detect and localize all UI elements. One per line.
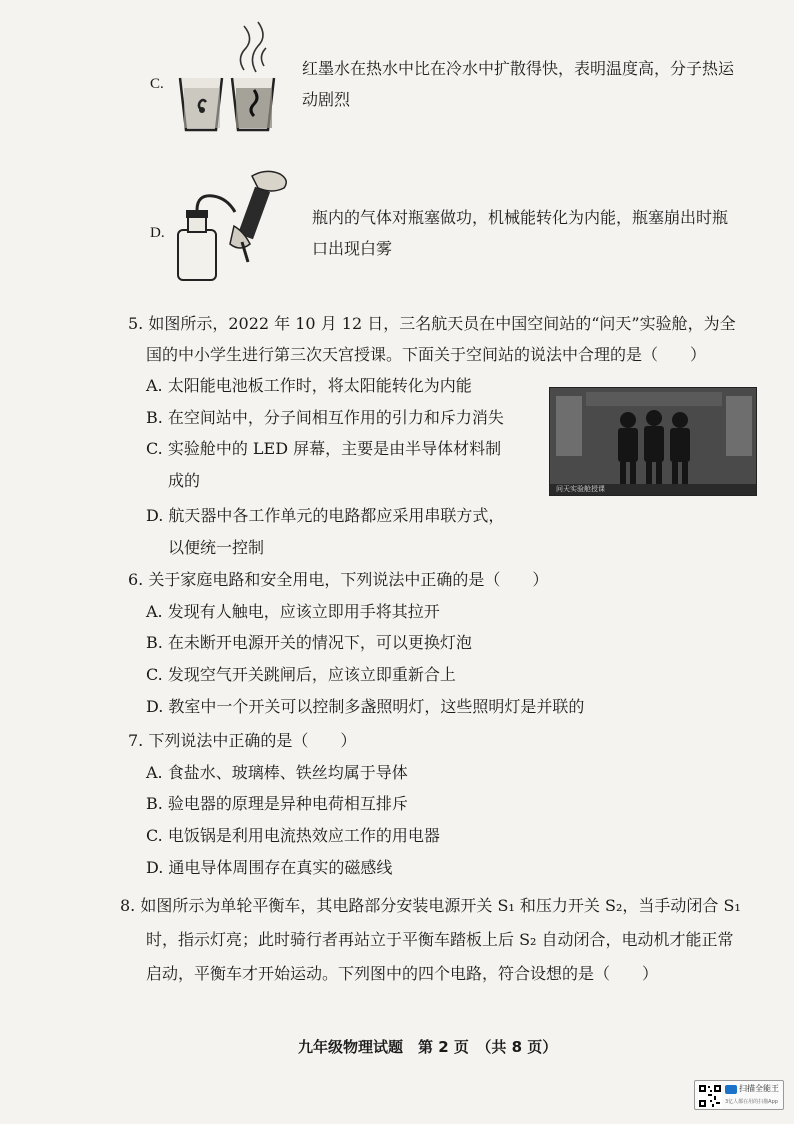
q7-stem: 7. 下列说法中正确的是（ ） [128,731,357,750]
q5-option-d-line2: 以便统一控制 [168,538,265,557]
q5-stem-line1: 5. 如图所示，2022 年 10 月 12 日，三名航天员在中国空间站的“问天”实验舱，为全 [128,314,736,333]
bottle-pump-illustration [172,166,296,286]
scanner-subtitle: 3亿人都在用的扫描App [725,1099,778,1105]
option-c-text-line1: 红墨水在热水中比在冷水中扩散得快，表明温度高，分子热运 [302,59,735,78]
cs-logo-icon [725,1085,737,1094]
option-c-text-line2: 动剧烈 [302,90,351,109]
q5-option-c-line1: C. 实验舱中的 LED 屏幕，主要是由半导体材料制 [146,439,502,458]
astronauts-photo [549,387,757,496]
page-footer: 九年级物理试题 第 2 页 （共 8 页） [298,1038,558,1056]
beakers-ink-diffusion-illustration [172,18,276,136]
q5-option-b: B. 在空间站中，分子间相互作用的引力和斥力消失 [146,408,504,427]
scanner-title: 扫描全能王 [739,1084,779,1093]
q5-option-d-line1: D. 航天器中各工作单元的电路都应采用串联方式， [146,506,505,525]
q8-stem-line2: 时，指示灯亮；此时骑行者再站立于平衡车踏板上后 S₂ 自动闭合，电动机才能正常 [146,930,734,949]
option-d-text-line2: 口出现白雾 [312,239,393,258]
q8-stem-line1: 8. 如图所示为单轮平衡车，其电路部分安装电源开关 S₁ 和压力开关 S₂，当手动闭合 S₁ [120,896,741,915]
option-c-label: C. [150,76,164,92]
q6-option-b: B. 在未断开电源开关的情况下，可以更换灯泡 [146,633,472,652]
q5-stem-line2: 国的中小学生进行第三次天宫授课。下面关于空间站的说法中合理的是（ ） [146,345,707,364]
q6-option-d: D. 教室中一个开关可以控制多盏照明灯，这些照明灯是并联的 [146,697,585,716]
qr-code-icon [698,1084,722,1108]
option-d-label: D. [150,225,165,241]
scanner-watermark [694,1080,784,1110]
q7-option-d: D. 通电导体周围存在真实的磁感线 [146,858,393,877]
q7-option-a: A. 食盐水、玻璃棒、铁丝均属于导体 [146,763,408,782]
q6-stem: 6. 关于家庭电路和安全用电，下列说法中正确的是（ ） [128,570,549,589]
q6-option-a: A. 发现有人触电，应该立即用手将其拉开 [146,602,440,621]
q7-option-b: B. 验电器的原理是异种电荷相互排斥 [146,794,408,813]
photo-caption: 问天实验舱授课 [556,485,605,493]
q5-option-c-line2: 成的 [168,471,201,490]
q5-option-a: A. 太阳能电池板工作时，将太阳能转化为内能 [146,376,472,395]
q8-stem-line3: 启动，平衡车才开始运动。下列图中的四个电路，符合设想的是（ ） [146,964,659,983]
q6-option-c: C. 发现空气开关跳闸后，应该立即重新合上 [146,665,456,684]
q7-option-c: C. 电饭锅是利用电流热效应工作的用电器 [146,826,440,845]
option-d-text-line1: 瓶内的气体对瓶塞做功，机械能转化为内能，瓶塞崩出时瓶 [312,208,729,227]
